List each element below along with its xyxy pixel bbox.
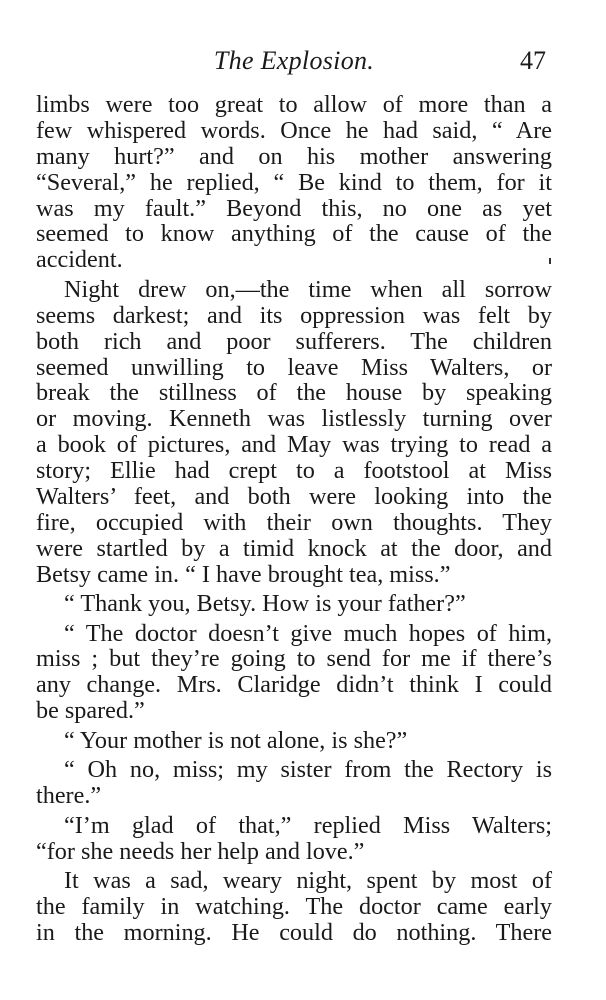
text-line: there.” — [36, 782, 102, 810]
text-line: Night drew on,—the time when all sorrow — [64, 275, 552, 303]
text-line: seems darkest; and its oppression was felt by — [36, 301, 552, 329]
text-line: any change. Mrs. Claridge didn’t think I could — [36, 671, 552, 699]
text-line: miss ; but they’re going to send for me if there’s — [36, 645, 552, 673]
text-line: “ Thank you, Betsy. How is your father?” — [64, 590, 466, 618]
paragraph — [36, 591, 552, 617]
text-line: “ Oh no, miss; my sister from the Rectory is — [64, 756, 552, 784]
text-line: in the morning. He could do nothing. There — [36, 918, 552, 946]
text-line: accident. — [36, 246, 123, 274]
text-line: a book of pictures, and May was trying to read a — [36, 431, 552, 459]
body-text — [36, 92, 552, 949]
text-line: was my fault.” Beyond this, no one as yet — [36, 194, 552, 222]
text-line: few whispered words. Once he had said, “ Are — [36, 116, 552, 144]
text-line: It was a sad, weary night, spent by most of — [64, 866, 552, 894]
running-title: The Explosion. — [213, 46, 375, 75]
text-line: “for she needs her help and love.” — [36, 837, 365, 865]
page-header — [36, 44, 552, 78]
text-line: “Several,” he replied, “ Be kind to them, for it — [36, 168, 552, 196]
text-line: were startled by a timid knock at the door, and — [36, 534, 552, 562]
paragraph — [36, 92, 552, 273]
text-line: many hurt?” and on his mother answering — [36, 142, 552, 170]
ink-speck — [549, 258, 551, 264]
text-line: or moving. Kenneth was listlessly turning over — [36, 405, 552, 433]
text-line: limbs were too great to allow of more than a — [36, 91, 552, 118]
paragraph — [36, 728, 552, 754]
text-line: be spared.” — [36, 697, 145, 725]
text-line: Walters’ feet, and both were looking into the — [36, 482, 552, 510]
text-line: fire, occupied with their own thoughts. They — [36, 508, 552, 536]
text-line: seemed unwilling to leave Miss Walters, or — [36, 353, 552, 381]
page-number: 47 — [520, 46, 546, 75]
paragraph — [36, 868, 552, 946]
paragraph — [36, 277, 552, 588]
text-line: break the stillness of the house by speaking — [36, 379, 552, 407]
text-line: “ Your mother is not alone, is she?” — [64, 726, 408, 754]
text-line: “I’m glad of that,” replied Miss Walters; — [64, 811, 552, 839]
text-line: “ The doctor doesn’t give much hopes of him, — [64, 619, 552, 647]
text-line: the family in watching. The doctor came early — [36, 892, 552, 920]
paragraph — [36, 757, 552, 809]
paragraph — [36, 813, 552, 865]
text-line: Betsy came in. “ I have brought tea, miss.” — [36, 560, 451, 588]
text-line: both rich and poor sufferers. The children — [36, 327, 552, 355]
text-line: story; Ellie had crept to a footstool at Miss — [36, 457, 552, 485]
text-line: seemed to know anything of the cause of the — [36, 220, 552, 248]
paragraph — [36, 621, 552, 725]
